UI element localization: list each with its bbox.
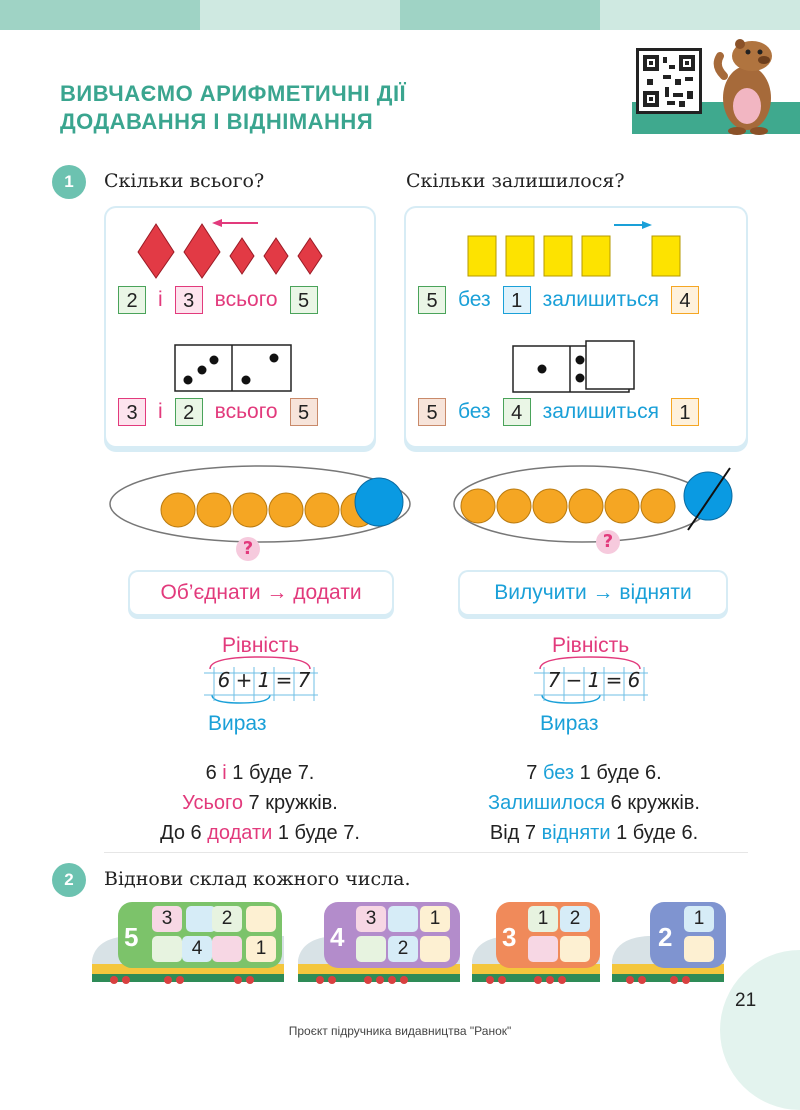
train-cell[interactable] [684, 936, 714, 962]
eq-term: 1 [257, 668, 271, 692]
expression-label-left: Вираз [208, 712, 267, 735]
box-b: 4 [503, 398, 531, 426]
train-number: 3 [502, 922, 517, 952]
task-2-text: Віднови склад кожного числа. [104, 868, 411, 890]
sentence: 6 і 1 буде 7. [205, 762, 315, 784]
eq-term: 7 [547, 668, 561, 692]
equality-label-right: Рівність [552, 634, 630, 657]
sentence: До 6 додати 1 буде 7. [160, 822, 360, 844]
eq-operator: − [565, 668, 583, 692]
footer-text: Проєкт підручника видавництва "Ранок" [288, 1024, 512, 1038]
domino-3-2-icon [174, 344, 292, 392]
divider [104, 852, 748, 853]
subtraction-row-1 [418, 286, 738, 314]
train-3 [468, 900, 604, 990]
conj: і [158, 400, 163, 423]
word-remain: залишиться [542, 400, 659, 423]
box-result: 1 [671, 398, 699, 426]
sentence: 7 без 1 буде 6. [526, 762, 662, 784]
yellow-rectangles-icon [464, 216, 694, 278]
diamonds-icon [132, 214, 332, 280]
train-cell: 1 [528, 906, 558, 932]
train-2 [608, 900, 728, 990]
train-cell[interactable] [246, 906, 276, 932]
equality-label-left: Рівність [222, 634, 300, 657]
domino-split-icon [512, 340, 638, 396]
eq-operator: + [235, 668, 253, 692]
box-b: 3 [175, 286, 203, 314]
box-b: 2 [175, 398, 203, 426]
box-result: 5 [290, 286, 318, 314]
circles-subtraction-icon [450, 462, 740, 552]
addition-panel [106, 208, 374, 446]
word-total: всього [214, 288, 278, 311]
equation-left [214, 668, 314, 692]
top-color-bar [0, 0, 800, 30]
subtraction-row-2 [418, 398, 738, 426]
train-5 [88, 900, 288, 990]
combine-add-label: Об’єднати → додати [130, 572, 392, 614]
train-cell: 1 [420, 906, 450, 932]
box-result: 4 [671, 286, 699, 314]
eq-equals: = [275, 668, 293, 692]
page-title: ВИВЧАЄМО АРИФМЕТИЧНІ ДІЇ ДОДАВАННЯ І ВІДНІМАННЯ [60, 81, 407, 134]
train-cell: 4 [182, 936, 212, 962]
subtraction-sentences [444, 758, 744, 848]
box-a: 5 [418, 286, 446, 314]
page-number: 21 [735, 990, 757, 1011]
subtraction-panel [406, 208, 746, 446]
train-cell[interactable] [388, 906, 418, 932]
train-cell[interactable] [528, 936, 558, 962]
addition-row-1 [118, 286, 368, 314]
left-question: Скільки всього? [104, 170, 265, 192]
train-cell[interactable] [420, 936, 450, 962]
sentence: Від 7 відняти 1 буде 6. [489, 822, 699, 844]
train-number: 5 [124, 922, 139, 952]
remove-subtract-label: Вилучити → відняти [460, 572, 726, 614]
train-cell[interactable] [212, 936, 242, 962]
eq-equals: = [605, 668, 623, 692]
box-result: 5 [290, 398, 318, 426]
train-cell: 2 [212, 906, 242, 932]
eq-result: 7 [297, 668, 311, 692]
task-2-number: 2 [52, 863, 86, 897]
train-number: 4 [330, 922, 345, 952]
addition-row-2 [118, 398, 368, 426]
box-a: 3 [118, 398, 146, 426]
eq-term: 1 [587, 668, 601, 692]
conj: без [458, 288, 491, 311]
conj: без [458, 400, 491, 423]
right-question: Скільки залишилося? [406, 170, 625, 192]
box-b: 1 [503, 286, 531, 314]
addition-sentences [110, 758, 410, 848]
conj: і [158, 288, 163, 311]
expression-label-right: Вираз [540, 712, 599, 735]
train-cell[interactable] [560, 936, 590, 962]
task-1-number: 1 [52, 165, 86, 199]
train-cell: 1 [246, 936, 276, 962]
train-cell: 1 [684, 906, 714, 932]
train-number: 2 [658, 922, 673, 952]
question-mark-left: ? [236, 537, 260, 561]
circles-addition-icon [108, 462, 414, 552]
train-4 [294, 900, 464, 990]
train-cell[interactable] [152, 936, 182, 962]
box-a: 2 [118, 286, 146, 314]
box-a: 5 [418, 398, 446, 426]
train-cell: 2 [388, 936, 418, 962]
qr-code[interactable] [636, 48, 702, 114]
eq-result: 6 [627, 668, 641, 692]
sentence: Залишилося 6 кружків. [488, 792, 700, 814]
equation-right [544, 668, 644, 692]
word-remain: залишиться [542, 288, 659, 311]
train-cell: 3 [152, 906, 182, 932]
train-cell: 2 [560, 906, 590, 932]
capybara-mascot-icon [712, 36, 782, 136]
question-mark-right: ? [596, 530, 620, 554]
train-cell[interactable] [356, 936, 386, 962]
train-cell: 3 [356, 906, 386, 932]
eq-term: 6 [217, 668, 231, 692]
word-total: всього [214, 400, 278, 423]
sentence: Усього 7 кружків. [182, 792, 338, 814]
